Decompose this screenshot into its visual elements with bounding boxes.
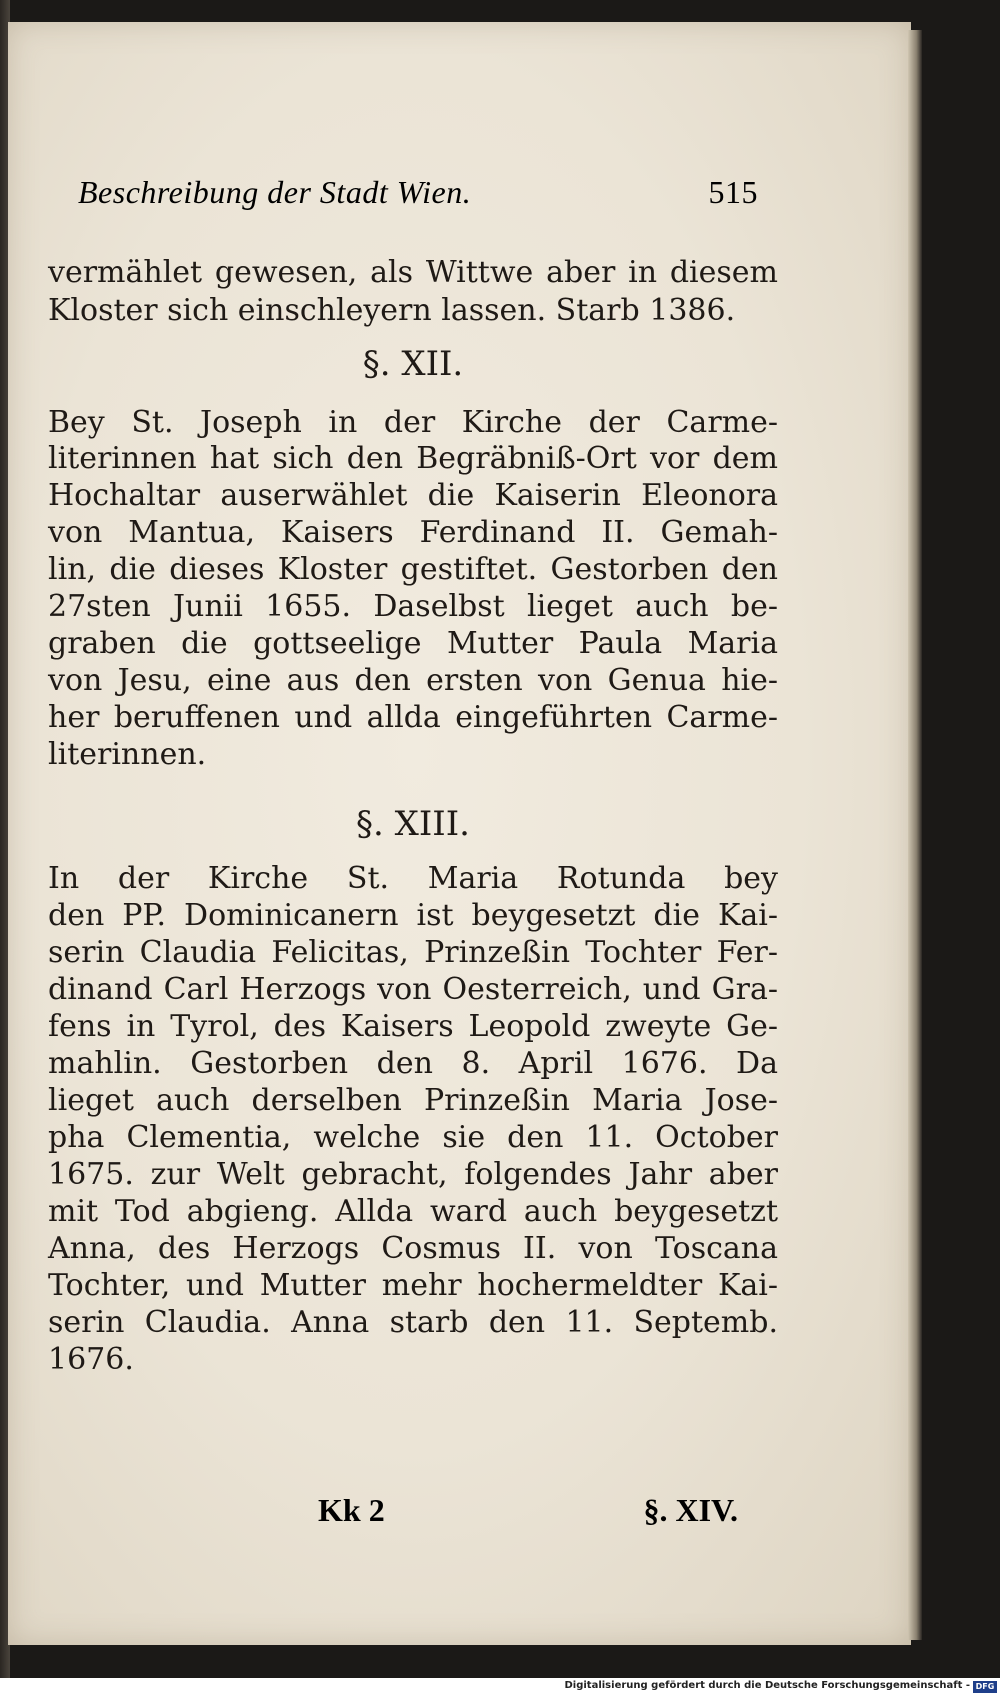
paper-page xyxy=(8,22,911,1645)
running-header xyxy=(78,174,758,214)
text-line: den PP. Dominicanern ist beygesetzt die Kai- xyxy=(48,898,778,933)
text-line: literinnen. xyxy=(48,737,207,772)
text-line: mahlin. Gestorben den 8. April 1676. Da xyxy=(48,1046,778,1081)
text-line: lieget auch derselben Prinzeßin Maria Jose- xyxy=(48,1083,778,1118)
text-line: her beruffenen und allda eingeführten Carme- xyxy=(48,700,778,735)
text-line: fens in Tyrol, des Kaisers Leopold zweyte Ge- xyxy=(48,1009,778,1044)
text-line: pha Clementia, welche sie den 11. October xyxy=(48,1120,778,1155)
catchline xyxy=(318,1492,738,1532)
section-heading-12: §. XII. xyxy=(362,344,464,384)
text-line: graben die gottseelige Mutter Paula Maria xyxy=(48,626,778,661)
text-line: serin Claudia. Anna starb den 11. Septemb. xyxy=(48,1305,778,1340)
text-line: Tochter, und Mutter mehr hochermeldter Kai- xyxy=(48,1268,778,1303)
footer-credit: Digitalisierung gefördert durch die Deutsche Forschungsgemeinschaft - xyxy=(564,1680,970,1691)
running-title: Beschreibung der Stadt Wien. xyxy=(78,174,472,210)
text-line: 27sten Junii 1655. Daselbst lieget auch be- xyxy=(48,589,778,624)
text-line: literinnen hat sich den Begräbniß-Ort vor dem xyxy=(48,441,778,476)
page-number: 515 xyxy=(708,174,758,210)
section-heading-13: §. XIII. xyxy=(356,804,470,844)
text-line: serin Claudia Felicitas, Prinzeßin Tochter Fer- xyxy=(48,935,778,970)
digitization-footer xyxy=(0,1678,1000,1697)
catchword: §. XIV. xyxy=(643,1492,738,1528)
text-line: 1675. zur Welt gebracht, folgendes Jahr aber xyxy=(48,1157,778,1192)
signature-mark: Kk 2 xyxy=(318,1492,385,1528)
text-line: In der Kirche St. Maria Rotunda bey xyxy=(48,861,778,896)
text-line: dinand Carl Herzogs von Oesterreich, und Gra- xyxy=(48,972,778,1007)
text-line: von Jesu, eine aus den ersten von Genua hie- xyxy=(48,663,778,698)
page-edge-shadow xyxy=(908,30,922,1640)
text-line: vermählet gewesen, als Wittwe aber in diesem xyxy=(48,255,778,290)
text-line: von Mantua, Kaisers Ferdinand II. Gemah- xyxy=(48,515,778,550)
text-line: lin, die dieses Kloster gestiftet. Gestorben den xyxy=(48,552,778,587)
dfg-logo: DFG xyxy=(973,1681,997,1693)
text-line: Kloster sich einschleyern lassen. Starb 1386. xyxy=(48,293,736,328)
text-line: Anna, des Herzogs Cosmus II. von Toscana xyxy=(48,1231,778,1266)
text-line: mit Tod abgieng. Allda ward auch beygesetzt xyxy=(48,1194,778,1229)
text-line: 1676. xyxy=(48,1342,134,1377)
text-line: Bey St. Joseph in der Kirche der Carme- xyxy=(48,405,778,440)
text-line: Hochaltar auserwählet die Kaiserin Eleonora xyxy=(48,478,778,513)
